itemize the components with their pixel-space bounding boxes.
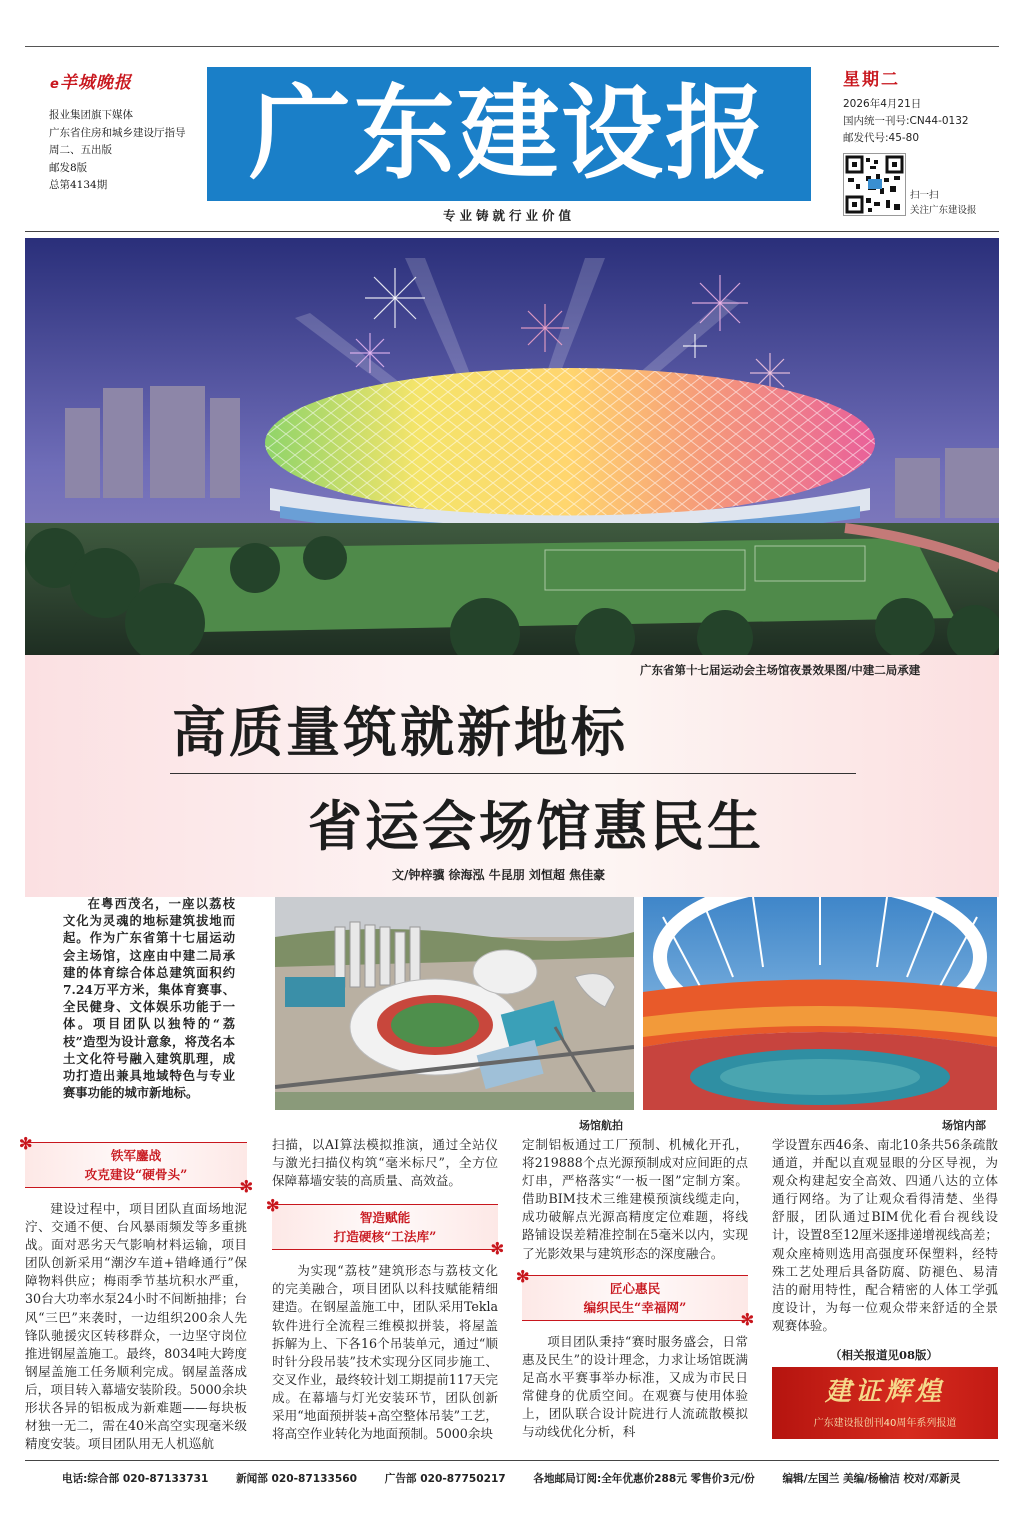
footer-news: 新闻部 020-87133560 xyxy=(236,1473,358,1485)
qr-code-icon[interactable] xyxy=(843,153,906,216)
info-line: 广东省住房和城乡建设厅指导 xyxy=(49,126,186,139)
subheading-2 xyxy=(266,1196,504,1259)
footer-subscribe: 各地邮局订阅:全年优惠价288元 零售价3元/份 xyxy=(533,1473,755,1485)
star-ornament-icon: ✻ xyxy=(19,1134,33,1153)
footer-editors: 编辑/左国兰 美编/杨榆洁 校对/邓新灵 xyxy=(782,1473,961,1485)
byline: 文/钟梓骥 徐海泓 牛昆朋 刘恒超 焦佳豪 xyxy=(392,868,606,882)
subheading-1-line2: 攻克建设“硬骨头” xyxy=(84,1167,188,1182)
banner-title: 建证辉煌 xyxy=(824,1377,945,1407)
stadium-aerial-photo xyxy=(275,897,634,1110)
paragraph: 项目团队秉持“赛时服务盛会，日常惠及民生”的设计理念，力求让场馆既满足高水平赛事举办标准，又成为市民日常健身的优质空间。在观赛与使用体验上，团队联合设计院进行人流疏散模拟与动线优化分析，科 xyxy=(522,1333,748,1440)
article-column-2 xyxy=(266,1136,504,1443)
star-ornament-icon: ✻ xyxy=(239,1177,253,1196)
headline-line2: 省运会场馆惠民生 xyxy=(308,794,764,858)
headline-line1: 高质量筑就新地标 xyxy=(172,700,628,764)
photo-caption-aerial: 场馆航拍 xyxy=(579,1119,623,1132)
paper-title: 广东建设报 xyxy=(249,74,769,194)
footer-phone: 电话:综合部 020-87133731 xyxy=(62,1473,209,1485)
banner-subtitle: 广东建设报创刊40周年系列报道 xyxy=(813,1418,957,1429)
star-ornament-icon: ✻ xyxy=(516,1266,530,1286)
footer-rule xyxy=(25,1460,999,1461)
right-info-block xyxy=(843,96,969,147)
photo-caption-interior: 场馆内部 xyxy=(942,1119,986,1132)
subheading-3-line1: 匠心惠民 xyxy=(609,1280,661,1296)
paragraph: 学设置东西46条、南北10条共56条疏散通道，并配以直观显眼的分区导视，为观众构建起安全高效、四通八达的立体通行网络。为了让观众看得清楚、坐得舒服，团队通过BIM优化看台视线设计，设置8至12厘米逐排递增视线高差；观众座椅则选用高强度环保塑料，经特殊工艺处理后具备防腐、防褪色、易清洁的耐用特性，配合精密的人体工学弧度设计，为每一位观众带来舒适的全景观赛体验。 xyxy=(772,1137,998,1333)
info-line: 总第4134期 xyxy=(49,179,108,191)
subheading-1-line1: 铁军鏖战 xyxy=(110,1148,162,1163)
masthead-rule xyxy=(25,231,999,232)
lede-paragraph: 在粤西茂名，一座以荔枝文化为灵魂的地标建筑拔地而起。作为广东省第十七届运动会主场馆，这座由中建二局承建的体育综合体总建筑面积约7.24万平方米，集体育赛事、全民健身、文体娱乐功能于一体。项目团队以独特的“荔枝”造型为设计意象，将茂名本土文化符号融入建筑肌理，成功打造出兼具地域特色与专业赛事功能的城市新地标。 xyxy=(63,896,235,1101)
subheading-3-line2: 编织民生“幸福网” xyxy=(583,1299,687,1315)
footer-ads: 广告部 020-87750217 xyxy=(384,1473,506,1485)
article-column-1 xyxy=(19,1134,253,1453)
info-line: 周二、五出版 xyxy=(49,144,112,156)
paragraph: 建设过程中，项目团队直面场地泥泞、交通不便、台风暴雨频发等多重挑战。面对恶劣天气影响材料运输，项目团队创新采用“潮汐车道+错峰通行”保障物料供应；梅雨季节基坑积水严重，30台大功率水泵24小时不间断抽排；台风“三巴”来袭时，一边组织200余人先锋队驰援灾区转移群众，一边坚守岗位推进钢屋盖施工。最终，8034吨大跨度钢屋盖施工任务顺利完成。钢屋盖落成后，项目转入幕墙安装阶段。5000余块形状各异的铝板成为新难题——每块板材独一无二，需在40米高空实现毫米级精度安装。项目团队用无人机巡航 xyxy=(25,1201,247,1452)
left-info-block xyxy=(49,107,186,195)
star-ornament-icon: ✻ xyxy=(740,1309,754,1329)
headline-rule xyxy=(170,773,856,774)
postal-code: 邮发代号:45-80 xyxy=(843,132,920,144)
subheading-3 xyxy=(516,1266,754,1329)
info-line: 报业集团旗下媒体 xyxy=(49,109,133,121)
stadium-night-render-image xyxy=(25,238,999,655)
brand-logo-text: 羊城晚报 xyxy=(59,73,132,93)
top-rule xyxy=(25,46,999,47)
paragraph: 定制铝板通过工厂预制、机械化开孔，将219888个点光源预制成对应间距的点灯串，严格落实“一板一图”定制方案。借助BIM技术三维建模预演线缆走向，成功破解点光源高精度定位难题，将线路铺设误差精准控制在5毫米以内，实现了光影效果与建筑形态的深度融合。 xyxy=(522,1137,748,1261)
footer xyxy=(62,1471,984,1486)
weekday: 星期二 xyxy=(843,70,900,90)
article-column-3 xyxy=(516,1136,754,1441)
qr-caption xyxy=(910,188,977,218)
brand-logo: e羊城晚报 xyxy=(50,73,132,93)
date: 2026年4月21日 xyxy=(843,98,922,110)
subheading-2-line2: 打造硬核“工法库” xyxy=(333,1229,437,1245)
article-column-4 xyxy=(772,1136,998,1335)
paragraph: 扫描，以AI算法模拟推演，通过全站仪与激光扫描仪构筑“毫米标尺”，全方位保障幕墙安装的高质量、高效益。 xyxy=(272,1137,498,1189)
qr-caption-line: 关注广东建设报 xyxy=(910,205,977,216)
subheading-2-line1: 智造赋能 xyxy=(359,1210,411,1226)
star-ornament-icon: ✻ xyxy=(490,1239,504,1259)
star-ornament-icon: ✻ xyxy=(266,1196,280,1216)
paragraph: 为实现“荔枝”建筑形态与荔枝文化的完美融合，项目团队以科技赋能精细建造。在钢屋盖施工中，团队采用Tekla软件进行全流程三维模拟拼装，将屋盖拆解为上、下各16个吊装单元，通过“顺时针分段吊装”技术实现分区同步施工、交叉作业，最终较计划工期提前117天完成。在幕墙与灯光安装环节，团队创新采用“地面预拼装+高空整体吊装”工艺，将高空作业转化为地面预制。5000余块 xyxy=(272,1263,498,1442)
info-line: 邮发8版 xyxy=(49,161,88,174)
related-report-link[interactable]: （相关报道见08版） xyxy=(830,1348,939,1362)
subheading-1 xyxy=(19,1134,253,1196)
hero-caption: 广东省第十七届运动会主场馆夜景效果图/中建二局承建 xyxy=(640,663,921,677)
slogan: 专业铸就行业价值 xyxy=(442,208,575,223)
issn: 国内统一刊号:CN44-0132 xyxy=(843,115,969,127)
qr-caption-line: 扫一扫 xyxy=(910,190,939,201)
stadium-interior-photo xyxy=(643,897,997,1110)
